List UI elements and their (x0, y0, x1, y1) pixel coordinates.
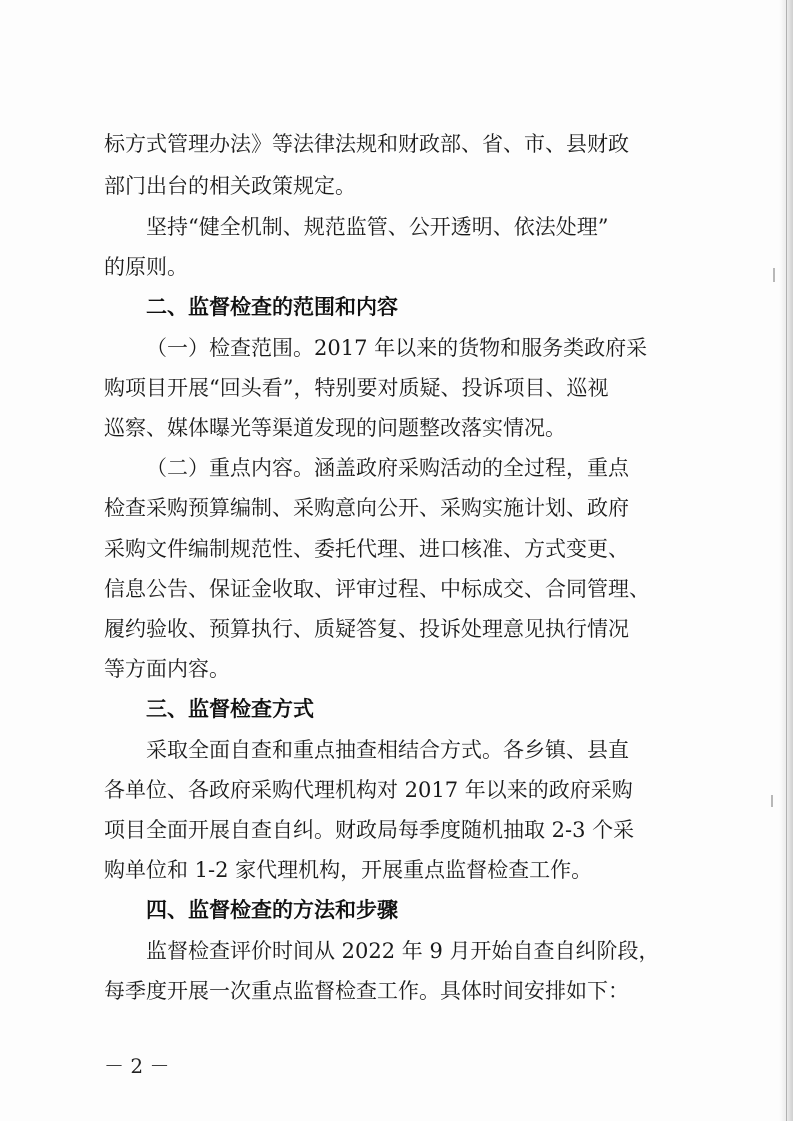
body-text: 履约验收、预算执行、质疑答复、投诉处理意见执行情况 (104, 617, 629, 641)
body-text: 等方面内容。 (104, 657, 230, 681)
body-text: 采购文件编制规范性、委托代理、进口核准、方式变更、 (104, 537, 629, 561)
heading-text: 二、监督检查的范围和内容 (146, 295, 398, 319)
body-text: 坚持“健全机制、规范监管、公开透明、依法处理” (146, 215, 609, 239)
scan-speck (771, 795, 773, 807)
body-text: （一）检查范围。2017 年以来的货物和服务类政府采 (146, 336, 648, 360)
heading-text: 三、监督检查方式 (146, 697, 314, 721)
scan-speck (773, 268, 775, 282)
body-text: 采取全面自查和重点抽查相结合方式。各乡镇、县直 (146, 738, 629, 762)
body-text: 的原则。 (104, 255, 188, 279)
page-number: － 2 － (104, 1054, 170, 1078)
body-text: 巡察、媒体曝光等渠道发现的问题整改落实情况。 (104, 416, 566, 440)
body-text: 每季度开展一次重点监督检查工作。具体时间安排如下： (104, 979, 629, 1003)
body-text: 各单位、各政府采购代理机构对 2017 年以来的政府采购 (104, 778, 633, 802)
scan-edge-line (786, 0, 787, 1121)
body-text: 部门出台的相关政策规定。 (104, 174, 356, 198)
body-text: （二）重点内容。涵盖政府采购活动的全过程，重点 (146, 456, 629, 480)
body-text: 监督检查评价时间从 2022 年 9 月开始自查自纠阶段， (146, 939, 660, 963)
body-text: 检查采购预算编制、采购意向公开、采购实施计划、政府 (104, 496, 629, 520)
body-text: 标方式管理办法》等法律法规和财政部、省、市、县财政 (104, 132, 629, 156)
body-text: 项目全面开展自查自纠。财政局每季度随机抽取 2-3 个采 (104, 818, 635, 842)
body-text: 购项目开展“回头看”，特别要对质疑、投诉项目、巡视 (104, 376, 609, 400)
heading-text: 四、监督检查的方法和步骤 (146, 898, 398, 922)
body-text: 信息公告、保证金收取、评审过程、中标成交、合同管理、 (104, 577, 650, 601)
body-text: 购单位和 1-2 家代理机构，开展重点监督检查工作。 (104, 858, 593, 882)
